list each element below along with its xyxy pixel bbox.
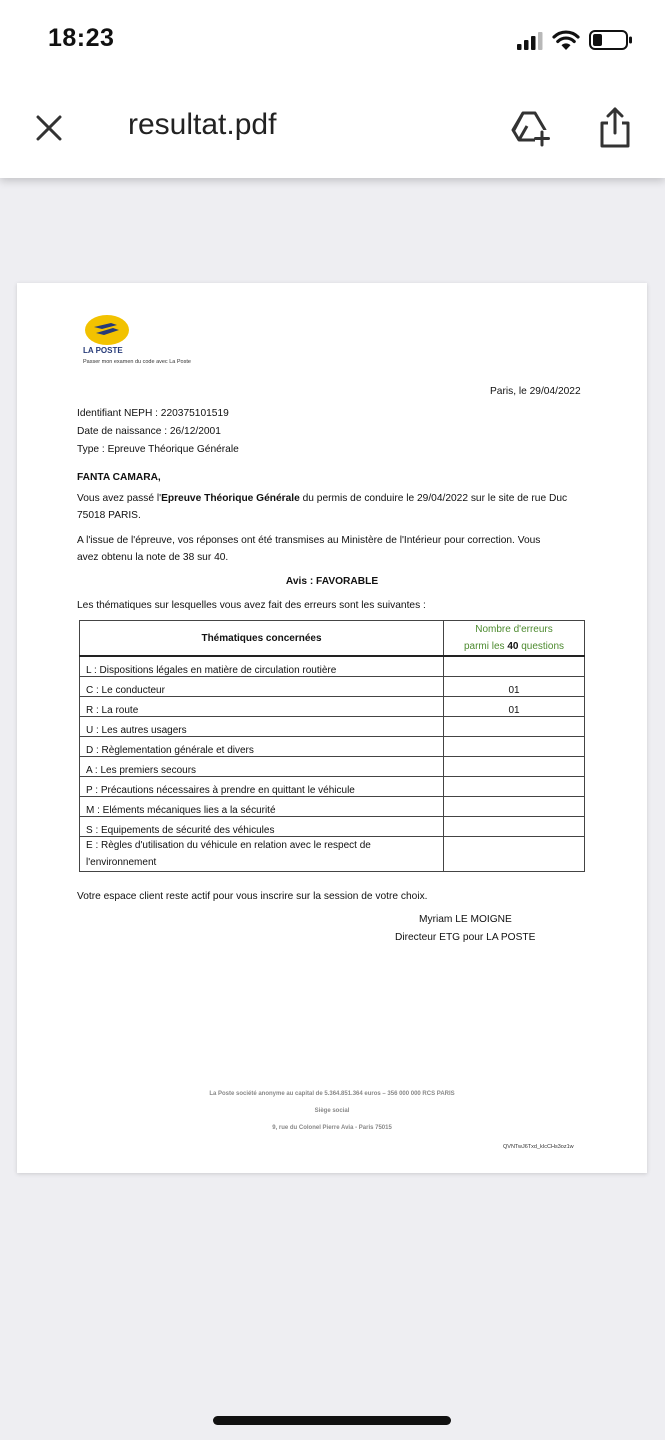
table-row bbox=[80, 797, 585, 817]
paragraph-2-line-2: avez obtenu la note de 38 sur 40. bbox=[77, 552, 229, 563]
errors-cell bbox=[444, 757, 585, 777]
close-icon bbox=[34, 113, 64, 143]
paragraph-2-line-1: A l'issue de l'épreuve, vos réponses ont été transmises au Ministère de l'Intérieur pour correction. Vous bbox=[77, 535, 541, 546]
exam-type: Type : Epreuve Théorique Générale bbox=[77, 444, 239, 455]
closing-text: Votre espace client reste actif pour vous inscrire sur la session de votre choix. bbox=[77, 891, 428, 902]
share-button[interactable] bbox=[598, 106, 632, 150]
header-errors-line-2 bbox=[450, 638, 578, 655]
errors-cell: 01 bbox=[444, 697, 585, 717]
theme-cell: S : Equipements de sécurité des véhicules bbox=[80, 817, 444, 837]
paragraph-1-line-2: 75018 PARIS. bbox=[77, 510, 141, 521]
themes-intro: Les thématiques sur lesquelles vous avez fait des erreurs sont les suivantes : bbox=[77, 600, 426, 611]
table-header-row bbox=[80, 621, 585, 657]
header-errors-pre: parmi les bbox=[463, 641, 508, 652]
add-to-drive-button[interactable] bbox=[510, 108, 550, 148]
footer-line-1: La Poste société anonyme au capital de 5.364.851.364 euros – 356 000 000 RCS PARIS bbox=[209, 1091, 455, 1097]
errors-cell bbox=[444, 817, 585, 837]
errors-cell bbox=[444, 837, 585, 872]
la-poste-logo bbox=[84, 314, 130, 346]
status-time: 18:23 bbox=[48, 24, 115, 52]
candidate-name: FANTA CAMARA, bbox=[77, 472, 161, 483]
logo-tagline: Passer mon examen du code avec La Poste bbox=[83, 359, 191, 365]
theme-cell-line-2: l'environnement bbox=[86, 857, 157, 868]
table-row bbox=[80, 677, 585, 697]
p1-text-bold: Epreuve Théorique Générale bbox=[161, 493, 300, 504]
theme-cell: M : Eléments mécaniques lies a la sécurité bbox=[80, 797, 444, 817]
place-date: Paris, le 29/04/2022 bbox=[490, 386, 581, 397]
p1-text-after: du permis de conduire le 29/04/2022 sur le site de rue Duc bbox=[299, 493, 568, 504]
theme-cell-line-1: E : Règles d'utilisation du véhicule en relation avec le respect de bbox=[86, 840, 371, 851]
paragraph-1 bbox=[77, 490, 589, 524]
app-header bbox=[0, 0, 665, 178]
theme-cell: L : Dispositions légales en matière de circulation routière bbox=[80, 656, 444, 677]
errors-cell bbox=[444, 717, 585, 737]
neph-id: Identifiant NEPH : 220375101519 bbox=[77, 408, 229, 419]
document-title: resultat.pdf bbox=[128, 108, 277, 141]
errors-cell bbox=[444, 797, 585, 817]
signer-title: Directeur ETG pour LA POSTE bbox=[395, 932, 536, 943]
add-to-drive-icon bbox=[510, 108, 550, 148]
birth-date: Date de naissance : 26/12/2001 bbox=[77, 426, 221, 437]
theme-cell bbox=[80, 837, 444, 872]
errors-cell bbox=[444, 656, 585, 677]
logo-name: LA POSTE bbox=[83, 346, 123, 355]
table-row bbox=[80, 757, 585, 777]
theme-cell: A : Les premiers secours bbox=[80, 757, 444, 777]
header-errors-line-1: Nombre d'erreurs bbox=[475, 624, 553, 635]
paragraph-2 bbox=[77, 532, 589, 566]
header-themes: Thématiques concernées bbox=[80, 621, 444, 657]
theme-cell: P : Précautions nécessaires à prendre en quittant le véhicule bbox=[80, 777, 444, 797]
theme-cell: R : La route bbox=[80, 697, 444, 717]
wifi-icon bbox=[552, 30, 580, 51]
table-row bbox=[80, 817, 585, 837]
home-indicator[interactable] bbox=[213, 1416, 451, 1425]
table-row bbox=[80, 837, 585, 872]
table-row bbox=[80, 697, 585, 717]
table-row bbox=[80, 777, 585, 797]
signer-name: Myriam LE MOIGNE bbox=[419, 914, 512, 925]
p1-text-before: Vous avez passé l' bbox=[77, 493, 162, 504]
theme-cell: U : Les autres usagers bbox=[80, 717, 444, 737]
table-row bbox=[80, 656, 585, 677]
avis-result: Avis : FAVORABLE bbox=[285, 576, 379, 587]
footer-line-3: 9, rue du Colonel Pierre Avia - Paris 75015 bbox=[272, 1125, 392, 1131]
header-errors bbox=[444, 621, 585, 657]
errors-cell bbox=[444, 737, 585, 757]
paragraph-1-line-1 bbox=[77, 490, 589, 507]
battery-icon bbox=[589, 30, 633, 50]
footer-line-2: Siège social bbox=[314, 1108, 350, 1114]
themes-table bbox=[79, 620, 585, 872]
theme-cell: D : Règlementation générale et divers bbox=[80, 737, 444, 757]
pdf-page[interactable] bbox=[17, 283, 647, 1173]
document-code: QVNTwJ6Txd_kIcCHs3oz1w bbox=[503, 1144, 574, 1150]
table-row bbox=[80, 737, 585, 757]
table-row bbox=[80, 717, 585, 737]
status-icons bbox=[517, 28, 637, 52]
close-button[interactable] bbox=[34, 113, 64, 143]
errors-cell: 01 bbox=[444, 677, 585, 697]
header-errors-post: questions bbox=[518, 641, 565, 652]
signal-icon bbox=[517, 32, 543, 50]
header-errors-num: 40 bbox=[507, 641, 519, 652]
share-icon bbox=[598, 106, 632, 150]
theme-cell: C : Le conducteur bbox=[80, 677, 444, 697]
errors-cell bbox=[444, 777, 585, 797]
